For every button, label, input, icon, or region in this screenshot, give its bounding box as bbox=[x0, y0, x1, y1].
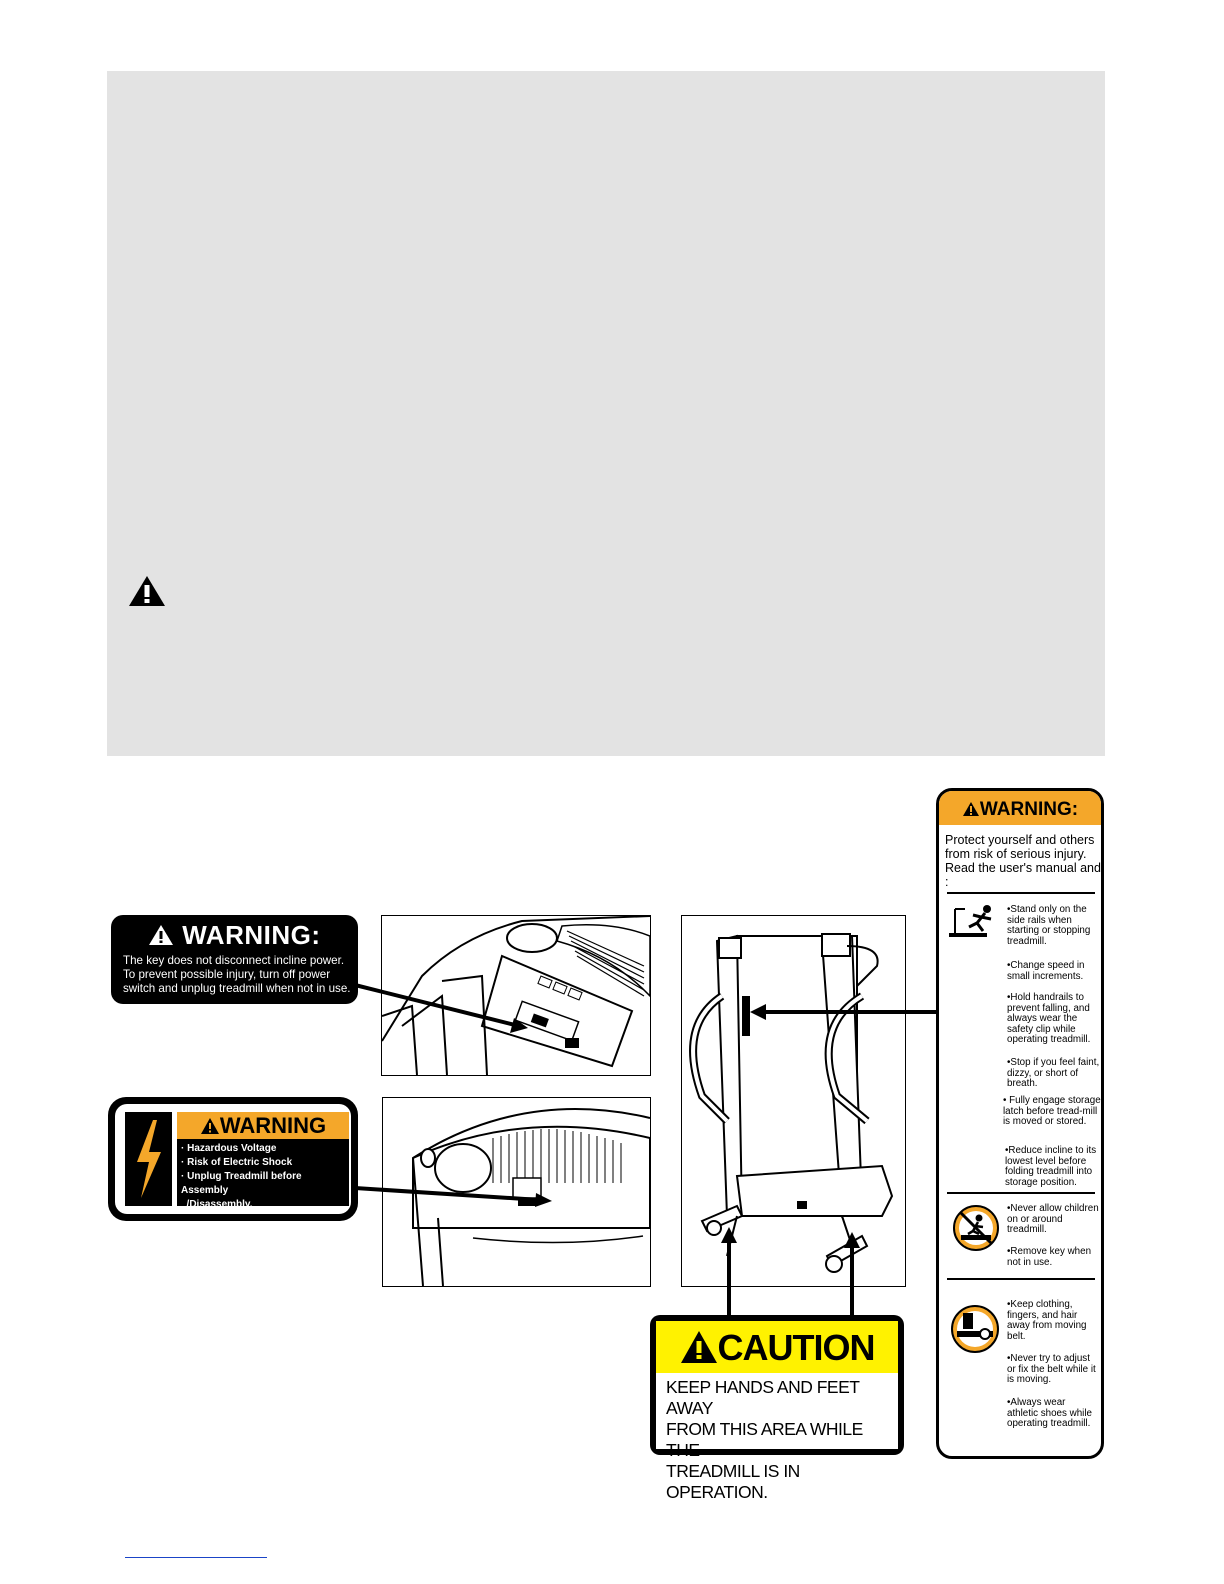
tall-bullet: •Never try to adjust or fix the belt while it is moving. bbox=[1007, 1353, 1096, 1386]
caution-line1: KEEP HANDS AND FEET AWAY bbox=[666, 1377, 860, 1418]
tall-bullet: • Fully engage storage latch before tread-mill is moved or stored. bbox=[1003, 1095, 1101, 1128]
caution-label bbox=[650, 1315, 904, 1502]
tall-bullet: •Stop if you feel faint, dizzy, or short of breath. bbox=[1007, 1057, 1100, 1090]
tall-bullet: •Hold handrails to prevent falling, and always wear the safety clip while operating treadmill. bbox=[1007, 992, 1091, 1046]
tall-bullet: •Reduce incline to its lowest level before folding treadmill into storage position. bbox=[1005, 1145, 1097, 1188]
tall-bullet: •Change speed in small increments. bbox=[1007, 960, 1085, 982]
tall-bullet: •Remove key when not in use. bbox=[1007, 1246, 1092, 1268]
hand-in-belt-icon bbox=[949, 1303, 1001, 1355]
caution-line2: FROM THIS AREA WHILE THE bbox=[666, 1419, 863, 1460]
voltage-item: · Risk of Electric Shock bbox=[181, 1157, 293, 1168]
tall-bullet: •Always wear athletic shoes while operating treadmill. bbox=[1007, 1397, 1092, 1430]
caution-title: CAUTION bbox=[656, 1321, 898, 1373]
voltage-item: /Disassembly. bbox=[181, 1199, 253, 1210]
voltage-item: · Unplug Treadmill before Assembly bbox=[181, 1171, 302, 1196]
voltage-item: · Hazardous Voltage bbox=[181, 1143, 277, 1154]
tall-bullet: •Never allow children on or around treadmill. bbox=[1007, 1203, 1099, 1236]
warning-voltage-title: WARNING bbox=[177, 1112, 349, 1139]
footer-link-underline[interactable] bbox=[125, 1557, 267, 1558]
warning-key-line3: switch and unplug treadmill when not in use. bbox=[123, 982, 351, 995]
caution-line3: TREADMILL IS IN OPERATION. bbox=[666, 1461, 800, 1502]
tall-bullet: •Keep clothing, fingers, and hair away from moving belt. bbox=[1007, 1299, 1087, 1342]
tall-bullet: •Stand only on the side rails when starting or stopping treadmill. bbox=[1007, 904, 1091, 947]
warning-key-title: WARNING: bbox=[111, 920, 358, 951]
person-on-treadmill-icon bbox=[947, 903, 999, 939]
warning-key-line1: The key does not disconnect incline power. bbox=[123, 954, 345, 967]
warning-tall-title: WARNING: bbox=[939, 791, 1101, 825]
warning-tall-label bbox=[936, 788, 1104, 1459]
warning-key-line2: To prevent possible injury, turn off power bbox=[123, 968, 331, 981]
warning-tall-intro: Protect yourself and others from risk of serious injury. Read the user's manual and : bbox=[945, 833, 1101, 889]
no-children-icon bbox=[951, 1203, 1001, 1253]
